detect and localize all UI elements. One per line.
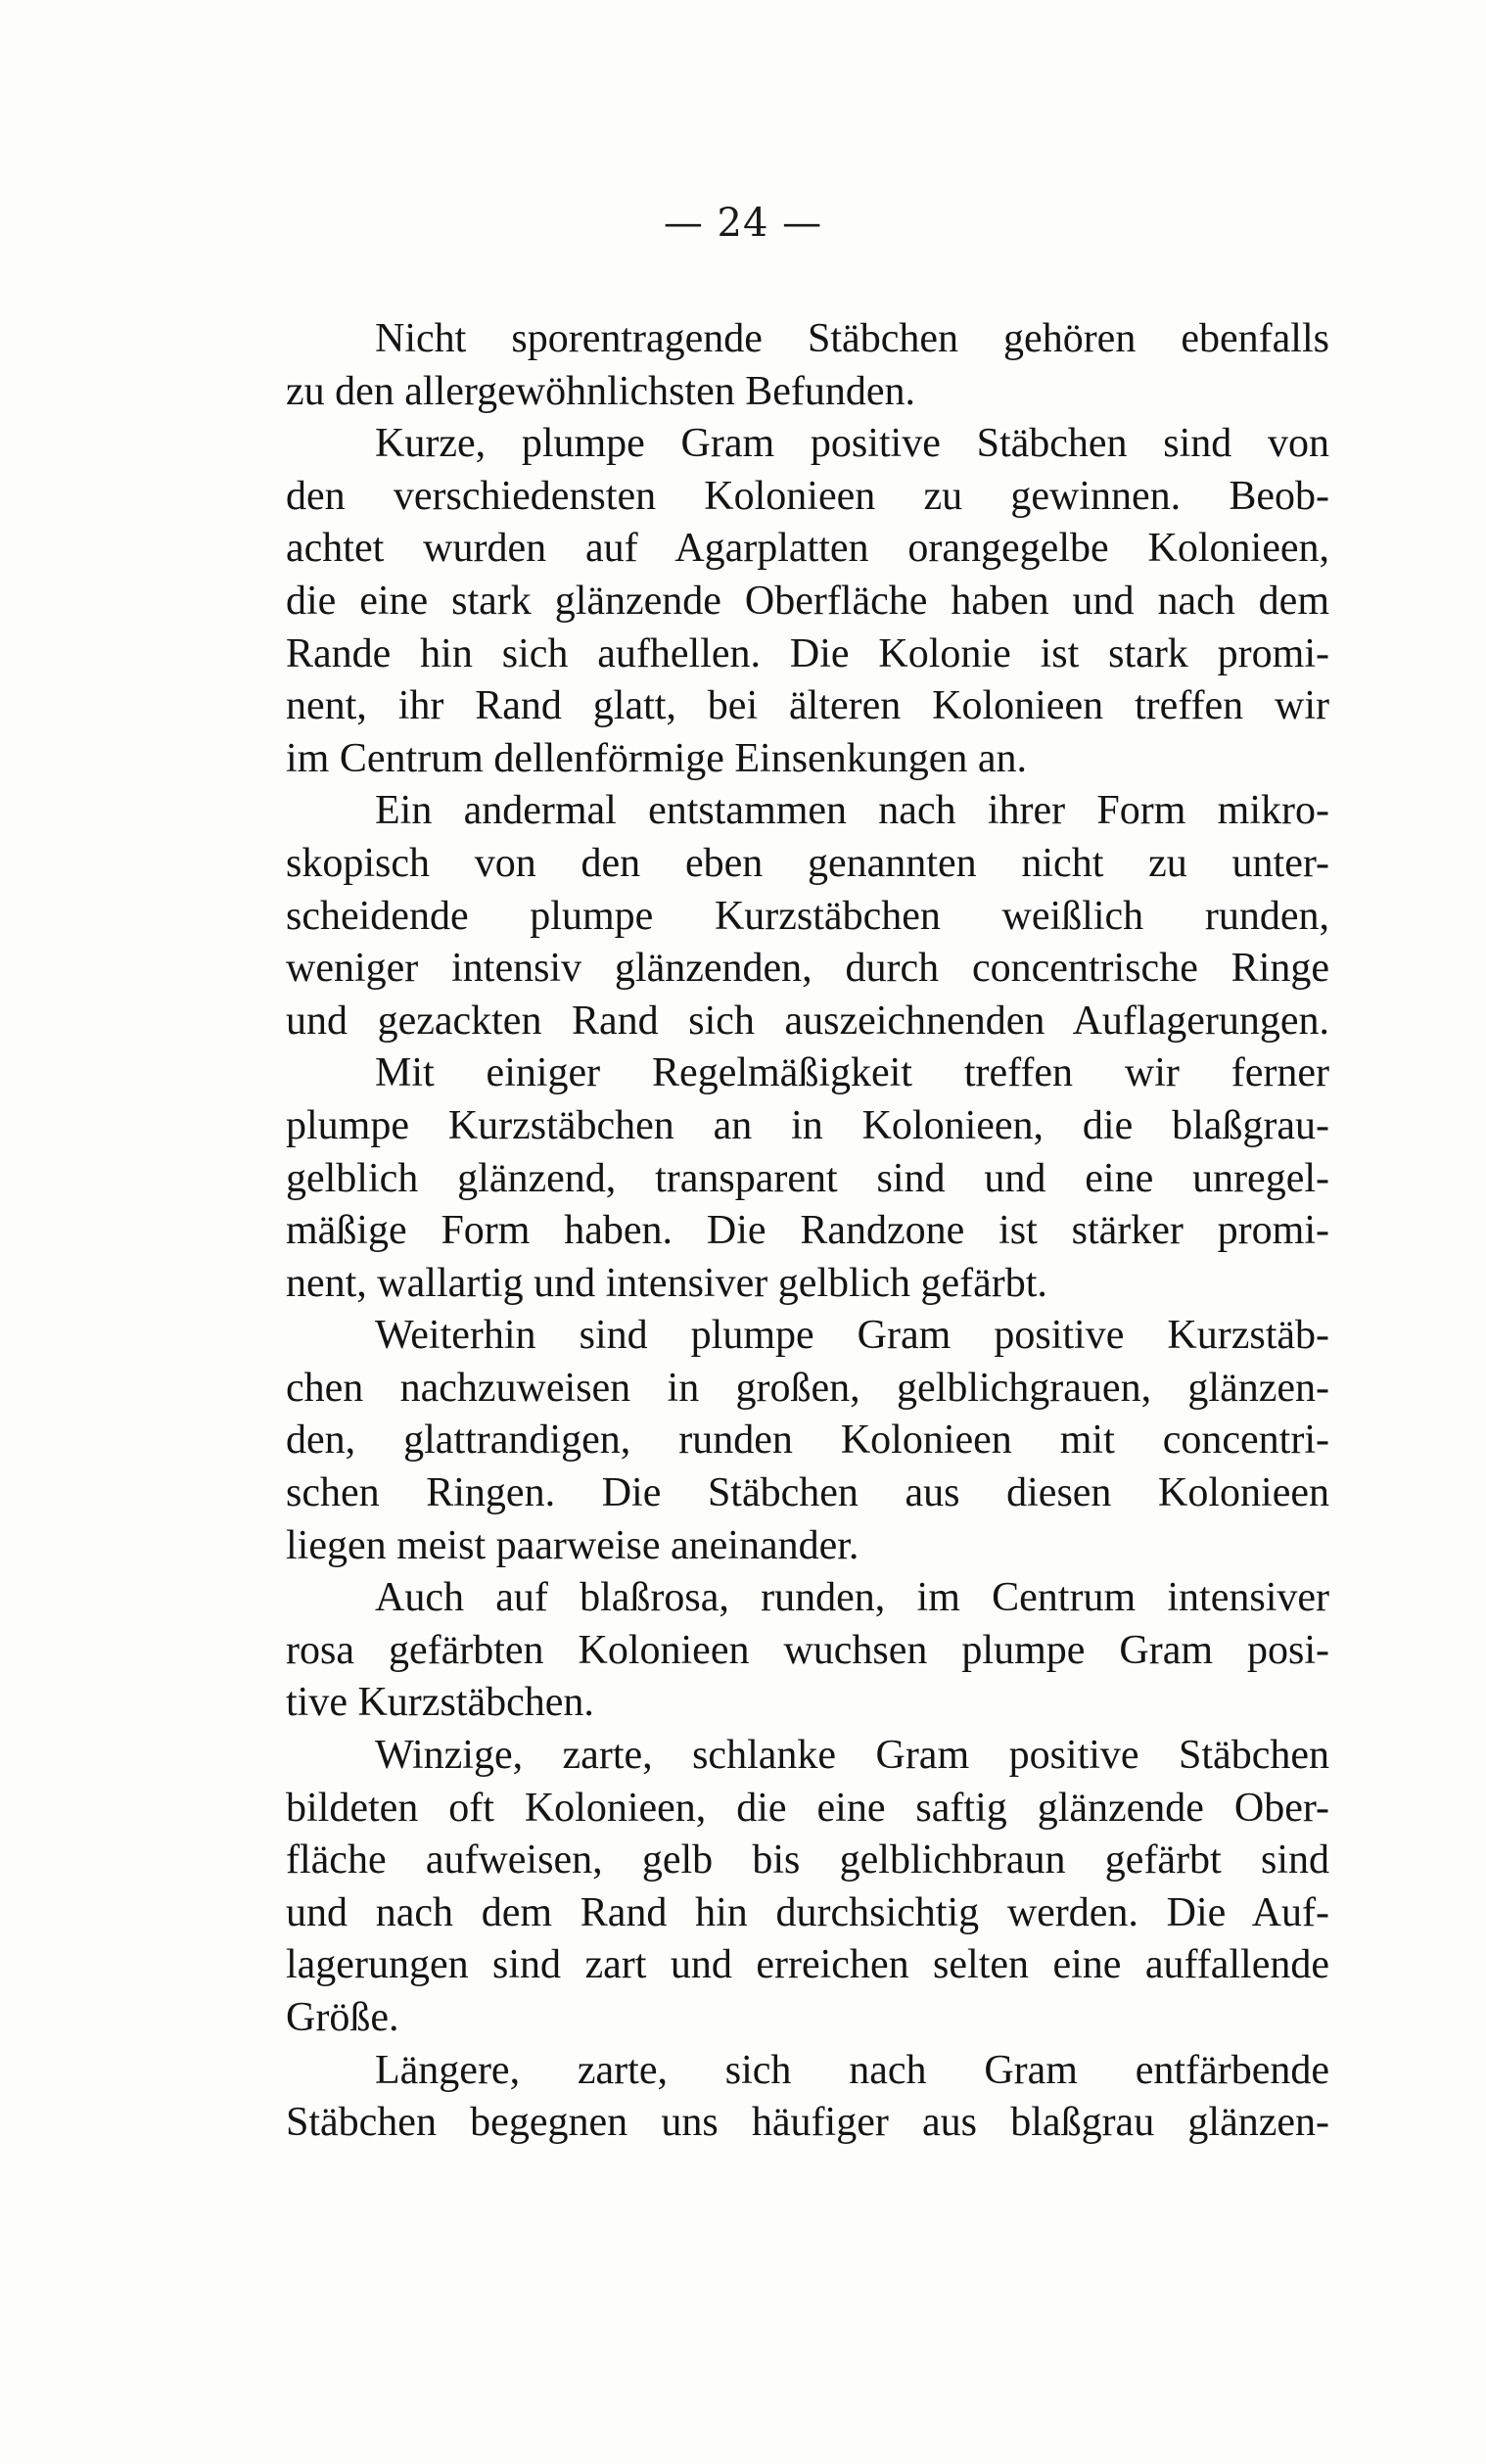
text-line: tive Kurzstäbchen.: [286, 1680, 594, 1726]
text-line: Größe.: [286, 1995, 399, 2040]
text-line: nent, ihr Rand glatt, bei älteren Kolonieen treffen wir: [286, 683, 1329, 729]
text-line: Nicht sporentragende Stäbchen gehören ebenfalls: [375, 316, 1329, 361]
text-line: zu den allergewöhnlichsten Befunden.: [286, 368, 916, 414]
text-line: Ein andermal entstammen nach ihrer Form mikro-: [375, 788, 1329, 834]
text-line: weniger intensiv glänzenden, durch concentrische Ringe: [286, 946, 1329, 992]
text-line: im Centrum dellenförmige Einsenkungen an.: [286, 735, 1027, 781]
text-line: Rande hin sich aufhellen. Die Kolonie ist stark promi-: [286, 630, 1329, 676]
text-line: bildeten oft Kolonieen, die eine saftig glänzende Ober-: [286, 1785, 1329, 1831]
page-number: — 24 —: [663, 201, 823, 246]
text-line: fläche aufweisen, gelb bis gelblichbraun gefärbt sind: [286, 1837, 1329, 1883]
text-line: skopisch von den eben genannten nicht zu unter-: [286, 840, 1329, 886]
text-line: den, glattrandigen, runden Kolonieen mit concentri-: [286, 1418, 1329, 1464]
text-line: Stäbchen begegnen uns häufiger aus blaßgrau glänzen-: [286, 2100, 1329, 2146]
text-line: den verschiedensten Kolonieen zu gewinnen. Beob-: [286, 473, 1329, 519]
text-line: nent, wallartig und intensiver gelblich gefärbt.: [286, 1260, 1047, 1306]
text-line: Kurze, plumpe Gram positive Stäbchen sind von: [375, 421, 1329, 467]
text-line: Längere, zarte, sich nach Gram entfärbende: [375, 2047, 1329, 2093]
text-line: lagerungen sind zart und erreichen selten eine auffallende: [286, 1942, 1329, 1988]
body-text: [286, 313, 1329, 2150]
text-line: liegen meist paarweise aneinander.: [286, 1522, 859, 1568]
text-line: Weiterhin sind plumpe Gram positive Kurzstäb-: [375, 1313, 1329, 1359]
text-line: chen nachzuweisen in großen, gelblichgrauen, glänzen-: [286, 1365, 1329, 1411]
text-line: rosa gefärbten Kolonieen wuchsen plumpe Gram posi-: [286, 1627, 1329, 1673]
text-line: mäßige Form haben. Die Randzone ist stärker promi-: [286, 1208, 1329, 1254]
text-line: schen Ringen. Die Stäbchen aus diesen Kolonieen: [286, 1470, 1329, 1516]
text-line: Auch auf blaßrosa, runden, im Centrum intensiver: [375, 1575, 1329, 1621]
text-line: scheidende plumpe Kurzstäbchen weißlich runden,: [286, 893, 1329, 939]
text-line: Winzige, zarte, schlanke Gram positive Stäbchen: [375, 1733, 1329, 1779]
text-line: und gezackten Rand sich auszeichnenden Auflagerungen.: [286, 998, 1329, 1044]
text-line: gelblich glänzend, transparent sind und eine unregel-: [286, 1155, 1329, 1201]
text-line: und nach dem Rand hin durchsichtig werden. Die Auf-: [286, 1889, 1329, 1935]
text-line: Mit einiger Regelmäßigkeit treffen wir ferner: [375, 1050, 1329, 1096]
text-line: achtet wurden auf Agarplatten orangegelbe Kolonieen,: [286, 526, 1329, 572]
text-line: plumpe Kurzstäbchen an in Kolonieen, die blaßgrau-: [286, 1102, 1329, 1148]
text-line: die eine stark glänzende Oberfläche haben und nach dem: [286, 578, 1329, 624]
